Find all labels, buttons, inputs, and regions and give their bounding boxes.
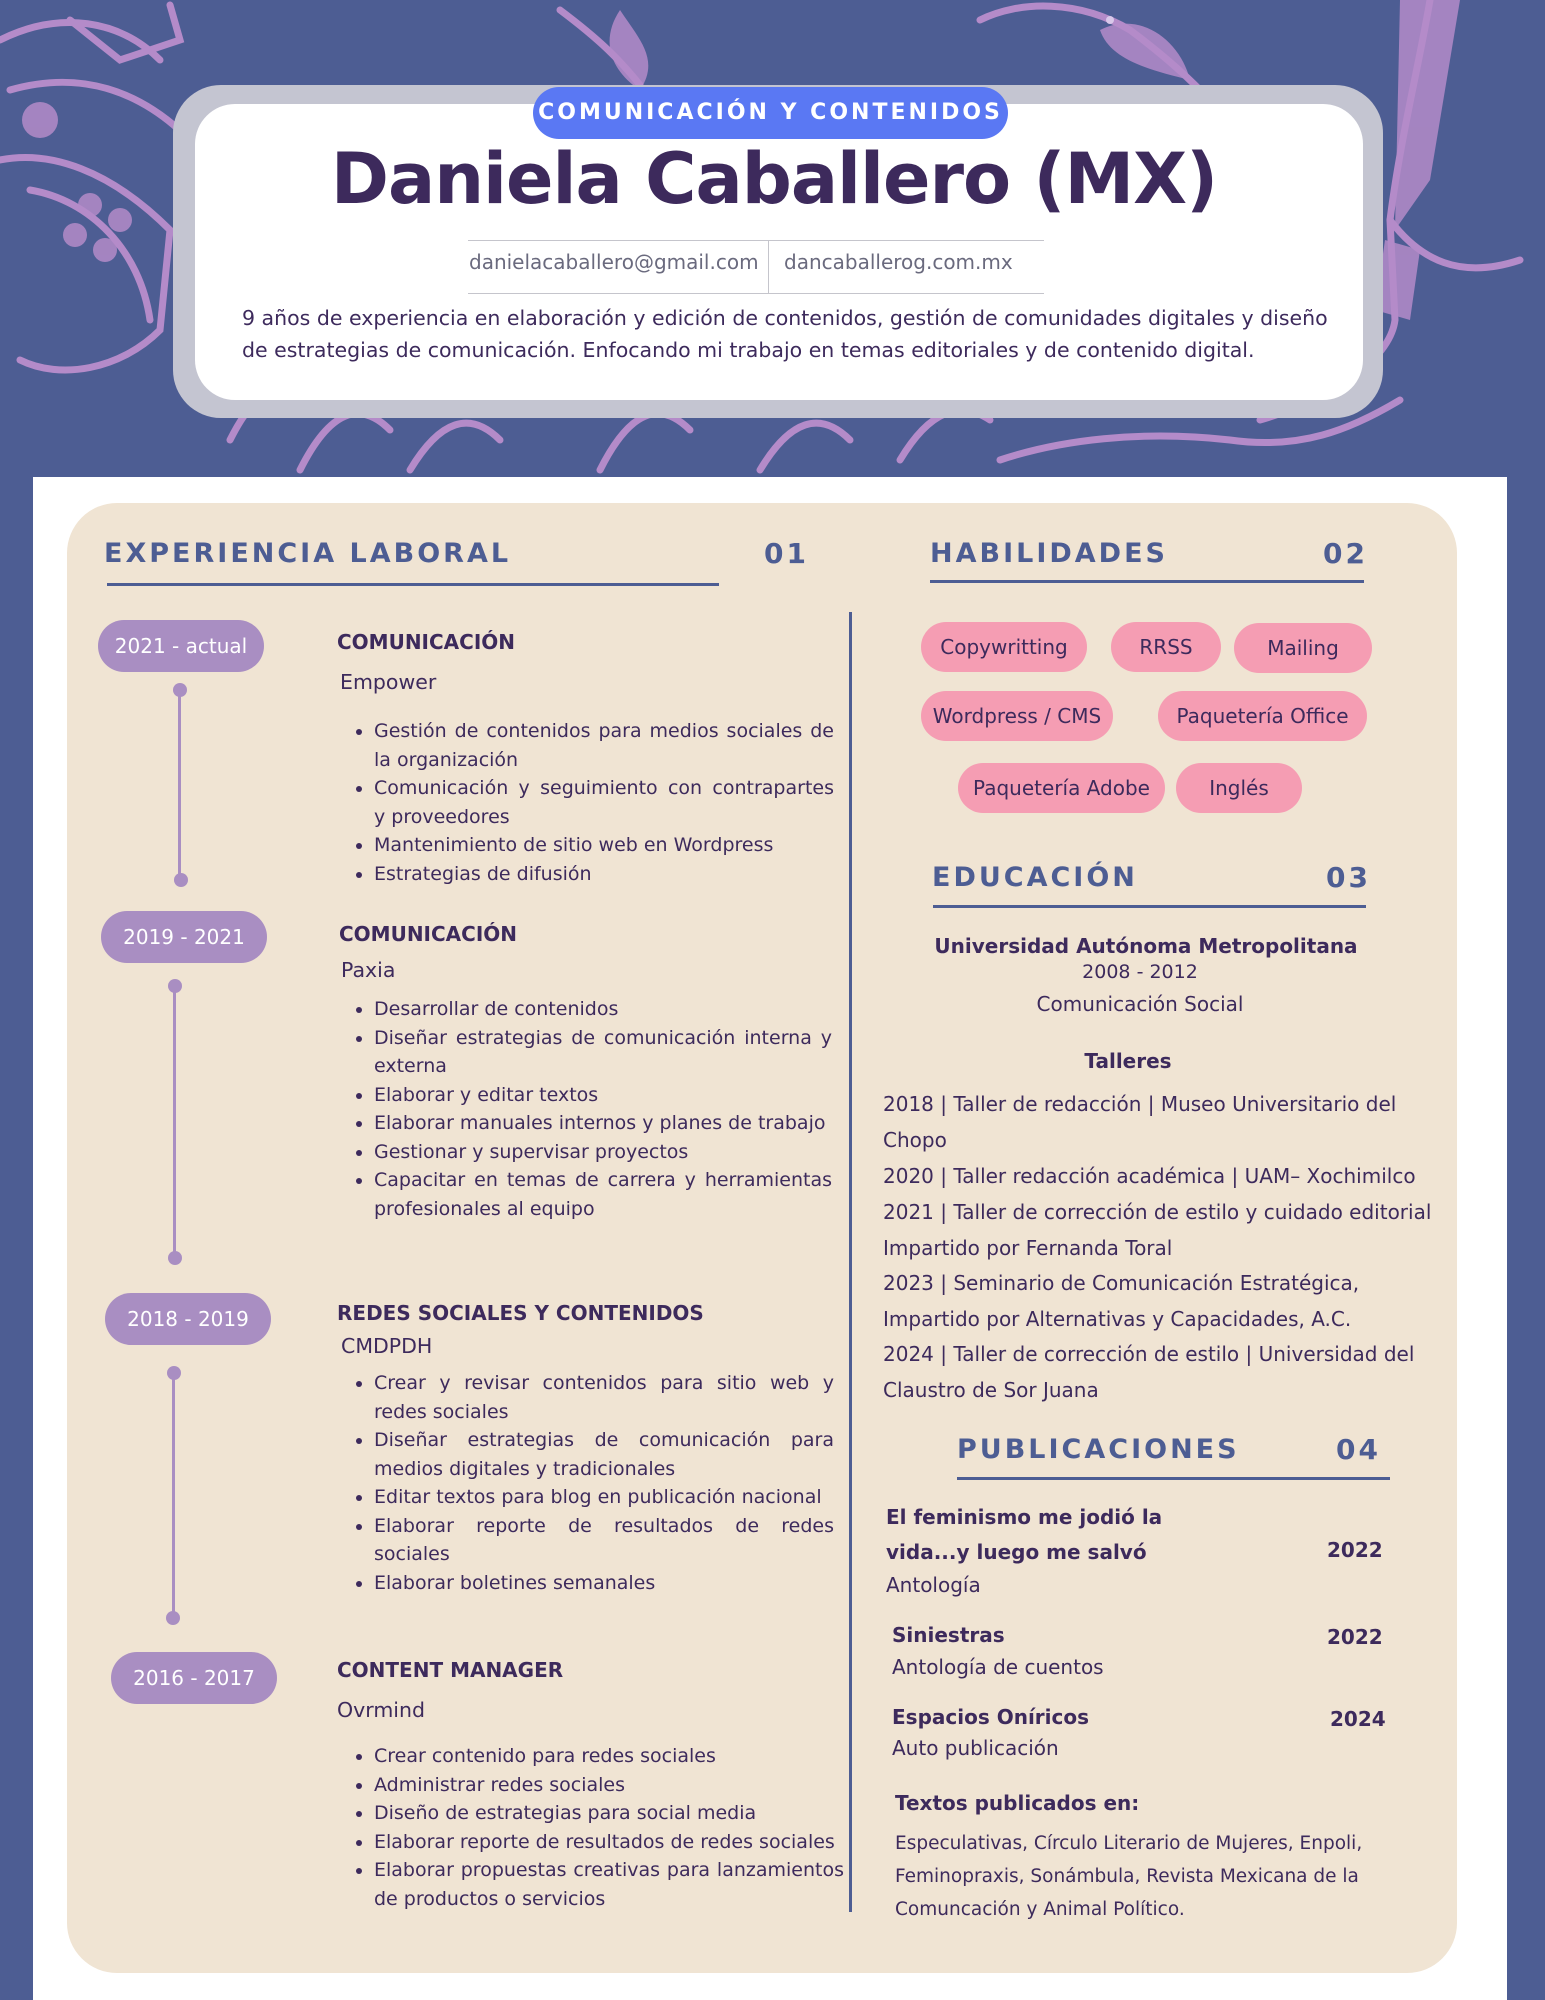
list-item: • Diseñar estrategias de comunicación interna y externa xyxy=(374,1024,832,1081)
skill-tag: Paquetería Adobe xyxy=(958,763,1165,813)
candidate-name: Daniela Caballero (MX) xyxy=(330,138,1218,220)
skill-tag: Wordpress / CMS xyxy=(921,691,1113,741)
publication-title: Espacios Oníricos xyxy=(892,1705,1090,1729)
column-divider xyxy=(849,612,852,1912)
list-item: • Diseño de estrategias para social media xyxy=(374,1799,844,1828)
published-in-line: Comuncación y Animal Político. xyxy=(895,1899,1185,1920)
list-item: • Diseñar estrategias de comunicación para medios digitales y tradicionales xyxy=(374,1426,834,1483)
list-item: • Elaborar propuestas creativas para lanzamientos de productos o servicios xyxy=(374,1856,844,1913)
published-in-line: Feminopraxis, Sonámbula, Revista Mexicana de la xyxy=(895,1866,1359,1887)
skill-tag: RRSS xyxy=(1111,622,1221,672)
job-bullets xyxy=(337,1742,844,1913)
publication-type: Antología xyxy=(886,1573,981,1597)
publication-title: El feminismo me jodió la xyxy=(886,1505,1163,1529)
job-title: REDES SOCIALES Y CONTENIDOS xyxy=(337,1301,704,1325)
workshop-item: 2018 | Taller de redacción | Museo Universitario del Chopo xyxy=(883,1092,1397,1152)
skills-rule xyxy=(930,580,1364,583)
list-item: • Elaborar y editar textos xyxy=(374,1081,832,1110)
contact-bottom-rule xyxy=(468,293,1044,294)
timeline-dot xyxy=(166,1611,180,1625)
publications-title: PUBLICACIONES xyxy=(957,1434,1240,1465)
list-item: • Capacitar en temas de carrera y herramientas profesionales al equipo xyxy=(374,1166,832,1223)
publication-type: Antología de cuentos xyxy=(892,1655,1104,1679)
education-years: 2008 - 2012 xyxy=(1082,961,1198,983)
publication-year: 2024 xyxy=(1330,1707,1386,1731)
workshop-item: 2023 | Seminario de Comunicación Estratégica, Impartido por Alternativas y Capacidades, A.C. xyxy=(883,1271,1360,1331)
list-item: • Crear contenido para redes sociales xyxy=(374,1742,844,1771)
workshop-item: 2024 | Taller de corrección de estilo | Universidad del Claustro de Sor Juana xyxy=(883,1342,1415,1402)
job-organization: CMDPDH xyxy=(341,1334,433,1358)
list-item: • Mantenimiento de sitio web en Wordpress xyxy=(374,831,834,860)
published-in-list xyxy=(895,1827,1395,1926)
job-bullets xyxy=(337,717,834,888)
role-badge: COMUNICACIÓN Y CONTENIDOS xyxy=(533,87,1008,139)
skills-title: HABILIDADES xyxy=(930,538,1168,569)
job-organization: Empower xyxy=(340,670,437,694)
publication-year: 2022 xyxy=(1327,1538,1383,1562)
workshop-item: 2020 | Taller redacción académica | UAM– Xochimilco xyxy=(883,1164,1416,1188)
published-in-line: Especulativas, Círculo Literario de Mujeres, Enpoli, xyxy=(895,1833,1363,1854)
list-item: • Elaborar reporte de resultados de redes sociales xyxy=(374,1828,844,1857)
skill-tag: Mailing xyxy=(1234,623,1372,673)
profile-summary: 9 años de experiencia en elaboración y edición de contenidos, gestión de comunidades digitales y diseño de estrategias de comunicación. Enfocando mi trabajo en temas editoriales y de contenido digital. xyxy=(242,306,1328,362)
published-in-title: Textos publicados en: xyxy=(895,1791,1140,1815)
publication-title-cont: vida...y luego me salvó xyxy=(886,1540,1147,1564)
list-item: • Elaborar boletines semanales xyxy=(374,1569,834,1598)
skill-tag: Inglés xyxy=(1176,763,1302,813)
publication-title: Siniestras xyxy=(892,1623,1005,1647)
email-link[interactable]: danielacaballero@gmail.com xyxy=(469,250,759,274)
list-item: • Editar textos para blog en publicación nacional xyxy=(374,1483,834,1512)
job-dates: 2021 - actual xyxy=(98,620,264,672)
publications-number: 04 xyxy=(1336,1433,1381,1466)
job-title: CONTENT MANAGER xyxy=(337,1658,564,1682)
job-title: COMUNICACIÓN xyxy=(339,922,518,946)
workshop-item: 2021 | Taller de corrección de estilo y cuidado editorial Impartido por Fernanda Toral xyxy=(883,1200,1432,1260)
workshops-title: Talleres xyxy=(1084,1049,1172,1073)
skill-tag: Copywritting xyxy=(921,622,1087,672)
publication-type: Auto publicación xyxy=(892,1736,1059,1760)
list-item: • Estrategias de difusión xyxy=(374,860,834,889)
list-item: • Elaborar reporte de resultados de redes sociales xyxy=(374,1512,834,1569)
contact-top-rule xyxy=(468,240,1044,241)
website-link[interactable]: dancaballerog.com.mx xyxy=(784,250,1013,274)
job-dates: 2018 - 2019 xyxy=(105,1293,271,1345)
job-bullets xyxy=(337,995,832,1223)
contact-separator xyxy=(768,240,769,293)
job-dates: 2019 - 2021 xyxy=(101,911,267,963)
job-organization: Ovrmind xyxy=(337,1698,426,1722)
timeline-dot xyxy=(174,873,188,887)
experience-title: EXPERIENCIA LABORAL xyxy=(104,538,512,569)
list-item: • Crear y revisar contenidos para sitio web y redes sociales xyxy=(374,1369,834,1426)
job-organization: Paxia xyxy=(341,958,396,982)
experience-rule xyxy=(107,583,719,586)
list-item: • Desarrollar de contenidos xyxy=(374,995,832,1024)
skill-tag: Paquetería Office xyxy=(1158,691,1367,741)
list-item: • Elaborar manuales internos y planes de trabajo xyxy=(374,1109,832,1138)
list-item: • Comunicación y seguimiento con contrapartes y proveedores xyxy=(374,774,834,831)
timeline-line xyxy=(173,986,176,1256)
experience-number: 01 xyxy=(764,537,809,570)
job-bullets xyxy=(337,1369,834,1597)
list-item: • Gestión de contenidos para medios sociales de la organización xyxy=(374,717,834,774)
list-item: • Administrar redes sociales xyxy=(374,1771,844,1800)
list-item: • Gestionar y supervisar proyectos xyxy=(374,1138,832,1167)
publication-year: 2022 xyxy=(1327,1625,1383,1649)
education-title: EDUCACIÓN xyxy=(932,862,1138,893)
timeline-dot xyxy=(168,1251,182,1265)
timeline-line xyxy=(178,690,181,880)
timeline-line xyxy=(172,1373,175,1618)
education-number: 03 xyxy=(1326,861,1371,894)
education-school: Universidad Autónoma Metropolitana xyxy=(934,934,1358,958)
skills-number: 02 xyxy=(1323,537,1368,570)
job-dates: 2016 - 2017 xyxy=(111,1652,277,1704)
education-degree: Comunicación Social xyxy=(1036,992,1244,1016)
publications-rule xyxy=(957,1477,1390,1480)
education-rule xyxy=(933,905,1366,908)
job-title: COMUNICACIÓN xyxy=(337,630,516,654)
